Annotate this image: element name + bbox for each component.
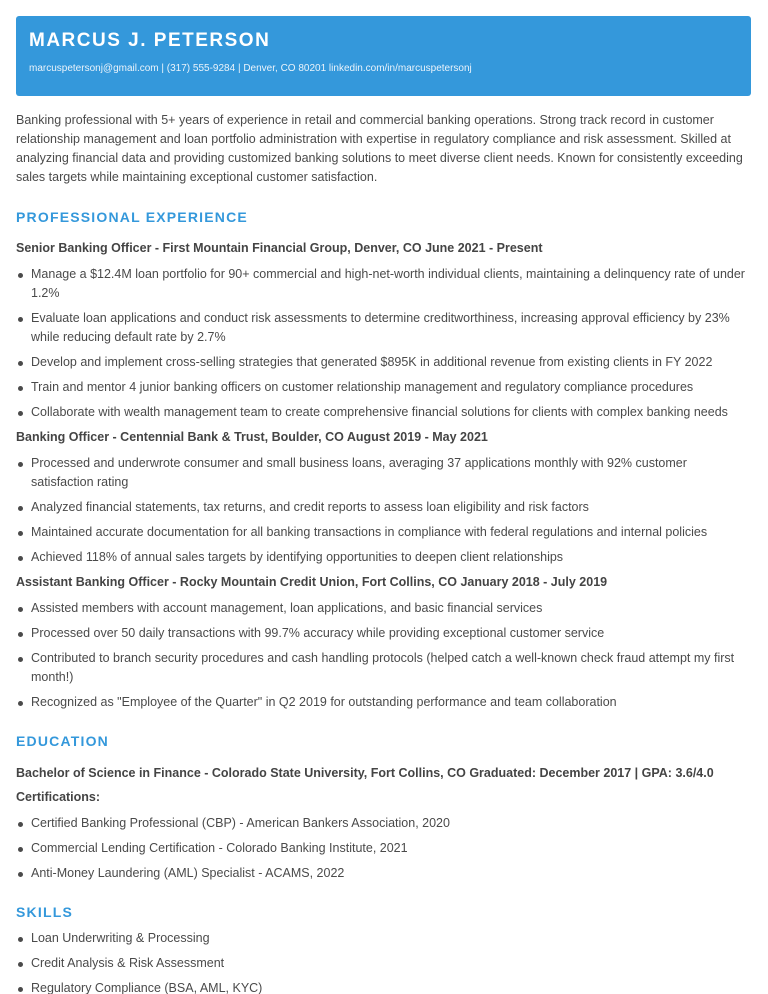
bullet-text: Contributed to branch security procedures and cash handling protocols (helped catch a well-known check fraud attempt my first month!) [31,651,735,684]
bullet-text: Processed and underwrote consumer and small business loans, averaging 37 applications monthly with 92% customer satisfaction rating [31,456,687,489]
skills-list [16,929,751,994]
job-entry [16,573,751,712]
list-item [16,814,751,833]
bullet-icon [18,937,23,942]
section-title-education: EDUCATION [16,733,109,749]
bullet-icon [18,872,23,877]
bullet-icon [18,987,23,992]
certification-text: Certified Banking Professional (CBP) - American Bankers Association, 2020 [31,816,450,830]
section-title-skills: SKILLS [16,904,73,920]
bullet-icon [18,361,23,366]
job-bullets [16,454,751,567]
certification-text: Commercial Lending Certification - Colorado Banking Institute, 2021 [31,841,408,855]
list-item [16,378,751,397]
job-heading: Banking Officer - Centennial Bank & Trust, Boulder, CO August 2019 - May 2021 [16,430,488,444]
bullet-icon [18,822,23,827]
list-item [16,498,751,517]
list-item [16,624,751,643]
bullet-icon [18,607,23,612]
list-item [16,693,751,712]
list-item [16,839,751,858]
bullet-text: Processed over 50 daily transactions with 99.7% accuracy while providing exceptional customer service [31,626,605,640]
job-heading: Assistant Banking Officer - Rocky Mountain Credit Union, Fort Collins, CO January 2018 - July 2019 [16,575,608,589]
bullet-text: Recognized as "Employee of the Quarter" in Q2 2019 for outstanding performance and team collaboration [31,695,617,709]
bullet-icon [18,847,23,852]
bullet-icon [18,701,23,706]
skill-text: Credit Analysis & Risk Assessment [31,956,225,970]
bullet-text: Evaluate loan applications and conduct risk assessments to determine creditworthiness, increasing approval efficiency by 23% while reducing default rate by 2.7% [31,311,730,344]
bullet-icon [18,386,23,391]
bullet-icon [18,632,23,637]
bullet-icon [18,506,23,511]
bullet-icon [18,657,23,662]
job-entry [16,428,751,567]
list-item [16,599,751,618]
contact-info: marcuspetersonj@gmail.com | (317) 555-9284 | Denver, CO 80201 linkedin.com/in/marcuspetersonj [29,63,472,74]
bullet-text: Develop and implement cross-selling strategies that generated $895K in additional revenue from existing clients in FY 2022 [31,355,713,369]
list-item [16,864,751,883]
certification-text: Anti-Money Laundering (AML) Specialist - ACAMS, 2022 [31,866,345,880]
bullet-icon [18,962,23,967]
job-bullets [16,265,751,422]
list-item [16,309,751,347]
skill-text: Regulatory Compliance (BSA, AML, KYC) [31,981,263,994]
bullet-text: Collaborate with wealth management team to create comprehensive financial solutions for clients with complex banking needs [31,405,728,419]
list-item [16,523,751,542]
certifications-list [16,814,751,883]
bullet-text: Assisted members with account management, loan applications, and basic financial services [31,601,543,615]
bullet-icon [18,556,23,561]
bullet-text: Train and mentor 4 junior banking officers on customer relationship management and regulatory compliance procedures [31,380,694,394]
job-heading: Senior Banking Officer - First Mountain Financial Group, Denver, CO June 2021 - Present [16,241,543,255]
resume-header [16,16,751,96]
list-item [16,403,751,422]
list-item [16,353,751,372]
list-item [16,649,751,687]
list-item [16,979,751,994]
section-title-experience: PROFESSIONAL EXPERIENCE [16,209,248,225]
certifications-label: Certifications: [16,790,101,804]
candidate-name: MARCUS J. PETERSON [29,30,271,51]
job-entry [16,239,751,422]
bullet-icon [18,273,23,278]
bullet-text: Analyzed financial statements, tax returns, and credit reports to assess loan eligibility and risk factors [31,500,589,514]
list-item [16,954,751,973]
bullet-icon [18,317,23,322]
list-item [16,548,751,567]
bullet-text: Manage a $12.4M loan portfolio for 90+ commercial and high-net-worth individual clients, maintaining a delinquency rate of under 1.2% [31,267,745,300]
list-item [16,929,751,948]
bullet-icon [18,411,23,416]
bullet-icon [18,531,23,536]
bullet-icon [18,462,23,467]
list-item [16,265,751,303]
job-bullets [16,599,751,712]
bullet-text: Maintained accurate documentation for all banking transactions in compliance with federal regulations and internal policies [31,525,708,539]
skill-text: Loan Underwriting & Processing [31,931,210,945]
professional-summary: Banking professional with 5+ years of experience in retail and commercial banking operations. Strong track record in customer relationship management and loan portfolio administration with expertise in regulatory compliance and risk assessment. Skilled at analyzing financial data and providing customized banking solutions to meet diverse client needs. Known for consistently exceeding sales targets while maintaining exceptional customer satisfaction. [16,113,743,184]
degree-heading: Bachelor of Science in Finance - Colorado State University, Fort Collins, CO Graduated: December 2017 | GPA: 3.6/4.0 [16,766,714,780]
bullet-text: Achieved 118% of annual sales targets by identifying opportunities to deepen client relationships [31,550,564,564]
list-item [16,454,751,492]
